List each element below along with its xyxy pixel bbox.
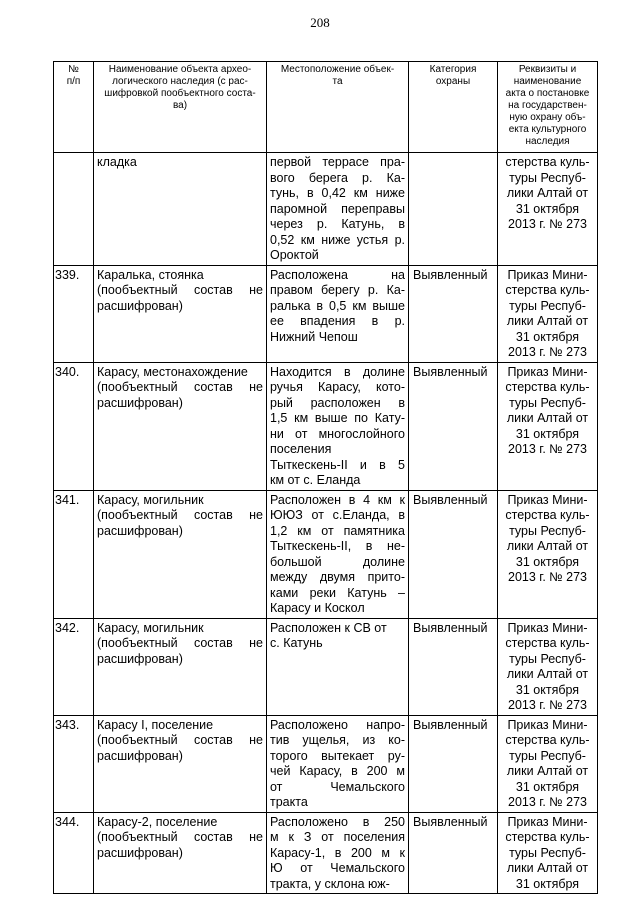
cell-text-line: 31 октября	[515, 329, 580, 344]
cell-text-line: стерства куль-	[505, 636, 590, 650]
cell-text-line: Каралька, стоянка	[97, 267, 204, 282]
cell-text-line: стерства куль-	[505, 733, 590, 747]
cell-text-line: (пообъектный состав не	[97, 508, 263, 522]
cell-text-line: торого вытекает ру-	[270, 748, 405, 763]
cell-text-line: ни от многослойного	[270, 426, 405, 441]
cell-text-line: туры Респуб-	[509, 395, 586, 410]
cell-text-line: 1,5 км выше по Кату-	[270, 411, 405, 425]
cell-text-line: расшифрован)	[97, 651, 183, 666]
cell-text-line: на государствен-	[508, 100, 587, 111]
cell-text-line: туры Респуб-	[509, 298, 586, 313]
cell-text-line: Категория	[429, 64, 477, 75]
cell-text-line: поселения	[270, 442, 332, 456]
table-body	[54, 153, 598, 894]
cell-text-line: лики Алтай от	[506, 539, 589, 553]
object-name	[94, 618, 267, 715]
row-number: 342.	[54, 618, 94, 715]
cell-text-line: 2013 г. № 273	[508, 795, 587, 809]
object-location	[267, 265, 409, 362]
cell-text-line: 31 октября	[515, 554, 580, 569]
cell-text-line: Карасу I, поселение	[97, 717, 214, 732]
object-location	[267, 812, 409, 894]
cell-text-line: Расположен в 4 км к	[270, 492, 405, 507]
cell-text-line: ее впадения в р.	[270, 314, 405, 328]
protection-category: Выявленный	[409, 715, 498, 812]
cell-text-line: та	[332, 76, 343, 87]
cell-text-line: лики Алтай от	[506, 411, 589, 425]
cell-text-line: Расположено напро-	[270, 717, 405, 732]
cell-text-line: м к З от поселения	[270, 830, 405, 844]
header-location	[267, 62, 409, 153]
object-location	[267, 153, 409, 266]
cell-text-line: Расположено в 250	[270, 814, 405, 829]
row-number: 340.	[54, 362, 94, 490]
cell-text-line: паромной переправы	[270, 201, 405, 216]
cell-text-line: Реквизиты и	[518, 64, 577, 75]
object-name	[94, 153, 267, 266]
cell-text-line: чей Карасу, в 200 м	[270, 764, 405, 778]
header-act-requisites	[498, 62, 598, 153]
cell-text-line: 31 октября	[515, 779, 580, 794]
cell-text-line: первой террасе пра-	[270, 155, 405, 169]
cell-text-line: (пообъектный состав не	[97, 283, 263, 297]
cell-text-line: 2013 г. № 273	[508, 345, 587, 359]
cell-text-line: туры Респуб-	[509, 523, 586, 538]
cell-text-line: наименование	[513, 76, 582, 87]
cell-text-line: 0,52 км ниже устья р.	[270, 232, 405, 247]
cell-text-line: туры Респуб-	[509, 748, 586, 763]
cell-text-line: лики Алтай от	[506, 186, 589, 200]
cell-text-line: Приказ Мини-	[507, 267, 588, 282]
cell-text-line: Расположен к СВ от	[270, 620, 387, 635]
cell-text-line: тунь, в 0,42 км ниже	[270, 186, 405, 200]
act-requisites	[498, 362, 598, 490]
object-name	[94, 812, 267, 894]
cell-text-line: Приказ Мини-	[507, 814, 588, 829]
cell-text-line: лики Алтай от	[506, 861, 589, 875]
cell-text-line: стерства куль-	[505, 830, 590, 844]
cell-text-line: Приказ Мини-	[507, 717, 588, 732]
cell-text-line: (пообъектный состав не	[97, 380, 263, 394]
cell-text-line: лики Алтай от	[506, 764, 589, 778]
cell-text-line: расшифрован)	[97, 298, 183, 313]
cell-text-line: через р. Катунь, в	[270, 217, 405, 231]
cell-text-line: правом берегу р. Ка-	[270, 283, 405, 297]
cell-text-line: Находится в долине	[270, 364, 405, 379]
cell-text-line: (пообъектный состав не	[97, 636, 263, 650]
cell-text-line: 2013 г. № 273	[508, 217, 587, 231]
cell-text-line: 31 октября	[515, 682, 580, 697]
cell-text-line: охраны	[435, 76, 471, 87]
cell-text-line: ралька в 0,5 км выше	[270, 298, 405, 313]
cell-text-line: 31 октября	[515, 201, 580, 216]
cell-text-line: 2013 г. № 273	[508, 442, 587, 456]
cell-text-line: расшифрован)	[97, 748, 183, 763]
cell-text-line: Приказ Мини-	[507, 364, 588, 379]
cell-text-line: большой долине	[270, 554, 405, 569]
table-row	[54, 618, 598, 715]
cell-text-line: Приказ Мини-	[507, 492, 588, 507]
cell-text-line: тракта	[270, 795, 308, 809]
table-row	[54, 812, 598, 894]
header-object-name	[94, 62, 267, 153]
act-requisites	[498, 715, 598, 812]
cell-text-line: Ю от Чемальского	[270, 861, 405, 875]
object-location	[267, 618, 409, 715]
cell-text-line: Карасу-2, поселение	[97, 814, 218, 829]
row-number	[54, 153, 94, 266]
cell-text-line: туры Респуб-	[509, 170, 586, 185]
cell-text-line: 31 октября	[515, 876, 580, 891]
cell-text-line: между двумя прито-	[270, 570, 405, 584]
object-name	[94, 490, 267, 618]
object-location	[267, 362, 409, 490]
cell-text-line: туры Респуб-	[509, 845, 586, 860]
act-requisites	[498, 618, 598, 715]
act-requisites	[498, 490, 598, 618]
cell-text-line: ную охрану объ-	[509, 112, 586, 123]
cell-text-line: 2013 г. № 273	[508, 570, 587, 584]
cell-text-line: наследия	[525, 136, 570, 147]
cell-text-line: Местоположение объек-	[280, 64, 395, 75]
cell-text-line: Карасу, могильник	[97, 620, 204, 635]
cell-text-line: туры Респуб-	[509, 651, 586, 666]
table-header-row	[54, 62, 598, 153]
table-row	[54, 362, 598, 490]
cell-text-line: расшифрован)	[97, 395, 183, 410]
cell-text-line: кладка	[97, 155, 137, 169]
table-row	[54, 153, 598, 266]
cell-text-line: стерства куль-	[505, 380, 590, 394]
cell-text-line: Карасу-1, в 200 м к	[270, 845, 405, 860]
row-number: 341.	[54, 490, 94, 618]
header-protection-category	[409, 62, 498, 153]
cell-text-line: стерства куль-	[505, 283, 590, 297]
cell-text-line: тракта, у склона юж-	[270, 876, 390, 891]
object-location	[267, 715, 409, 812]
cell-text-line: тив ущелья, из ко-	[270, 733, 405, 747]
cell-text-line: лики Алтай от	[506, 314, 589, 328]
cell-text-line: вого берега р. Ка-	[270, 170, 405, 185]
cell-text-line: 31 октября	[515, 426, 580, 441]
protection-category: Выявленный	[409, 812, 498, 894]
cell-text-line: от Чемальского	[270, 779, 405, 794]
cell-text-line: 1,2 км от памятника	[270, 523, 405, 538]
object-name	[94, 265, 267, 362]
act-requisites	[498, 153, 598, 266]
table-row	[54, 715, 598, 812]
cell-text-line: (пообъектный состав не	[97, 830, 263, 844]
cell-text-line: (пообъектный состав не	[97, 733, 263, 747]
cell-text-line: №	[68, 64, 79, 75]
cell-text-line: Нижний Чепош	[270, 329, 358, 344]
cell-text-line: акта о постановке	[505, 88, 590, 99]
cell-text-line: Карасу, местонахождение	[97, 364, 248, 379]
cell-text-line: шифровкой пообъектного соста-	[104, 88, 256, 99]
object-location	[267, 490, 409, 618]
cell-text-line: Ороктой	[270, 248, 319, 262]
cell-text-line: Карасу и Коскол	[270, 601, 365, 615]
heritage-objects-table	[53, 61, 598, 894]
cell-text-line: лики Алтай от	[506, 667, 589, 681]
protection-category: Выявленный	[409, 362, 498, 490]
protection-category	[409, 153, 498, 266]
cell-text-line: ва)	[172, 100, 188, 111]
cell-text-line: км от с. Еланда	[270, 473, 361, 487]
object-name	[94, 715, 267, 812]
act-requisites	[498, 812, 598, 894]
table-row	[54, 490, 598, 618]
cell-text-line: рый расположен в	[270, 395, 405, 410]
cell-text-line: Тыткескень-II и в 5	[270, 457, 405, 472]
object-name	[94, 362, 267, 490]
cell-text-line: Расположена на	[270, 267, 405, 282]
cell-text-line: стерства куль-	[505, 155, 590, 169]
row-number: 343.	[54, 715, 94, 812]
cell-text-line: п/п	[66, 76, 81, 87]
page-number: 208	[310, 15, 330, 30]
header-number	[54, 62, 94, 153]
cell-text-line: расшифрован)	[97, 845, 183, 860]
cell-text-line: ЮЮЗ от с.Еланда, в	[270, 508, 405, 522]
cell-text-line: Тыткескень-II, в не-	[270, 539, 405, 553]
cell-text-line: екта культурного	[508, 124, 587, 135]
protection-category: Выявленный	[409, 618, 498, 715]
cell-text-line: ками реки Катунь –	[270, 585, 405, 600]
cell-text-line: логического наследия (с рас-	[112, 76, 248, 87]
cell-text-line: с. Катунь	[270, 636, 323, 650]
protection-category: Выявленный	[409, 265, 498, 362]
cell-text-line: ручья Карасу, кото-	[270, 380, 405, 394]
row-number: 344.	[54, 812, 94, 894]
act-requisites	[498, 265, 598, 362]
cell-text-line: Приказ Мини-	[507, 620, 588, 635]
cell-text-line: стерства куль-	[505, 508, 590, 522]
protection-category: Выявленный	[409, 490, 498, 618]
cell-text-line: Карасу, могильник	[97, 492, 204, 507]
cell-text-line: расшифрован)	[97, 523, 183, 538]
cell-text-line: Наименование объекта архео-	[108, 64, 252, 75]
cell-text-line: 2013 г. № 273	[508, 698, 587, 712]
row-number: 339.	[54, 265, 94, 362]
table-row	[54, 265, 598, 362]
